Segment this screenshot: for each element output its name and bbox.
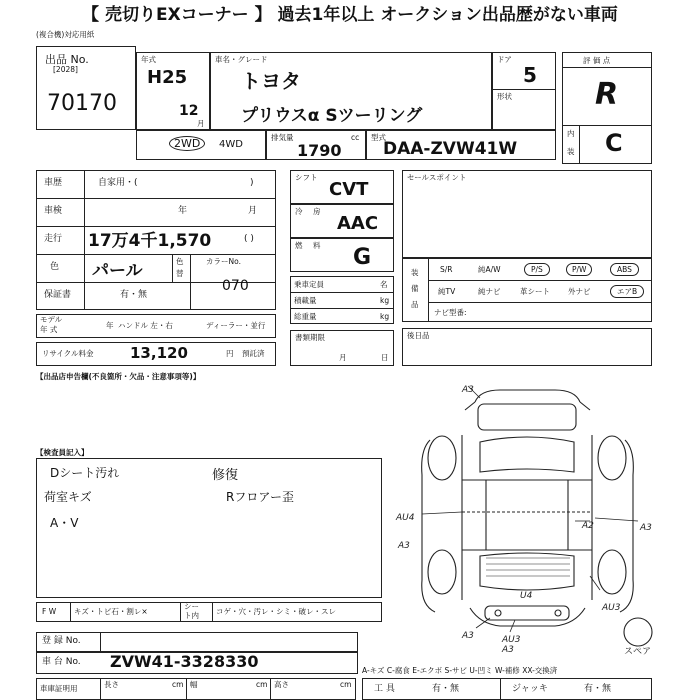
deadline-month-unit: 月 xyxy=(339,353,347,362)
inspector-note-4: 修復 xyxy=(212,468,239,483)
color-no-value: 070 xyxy=(222,278,249,294)
year-label: 年式 xyxy=(141,55,156,64)
interior-label-1: 内 xyxy=(567,129,575,138)
fuel-value: G xyxy=(353,245,372,270)
spare-label: スペア xyxy=(624,647,652,657)
capacity-label: 乗車定員 xyxy=(294,280,324,289)
door-value: 5 xyxy=(523,63,537,87)
displacement-value: 1790 xyxy=(297,141,342,160)
mileage-paren: ( ) xyxy=(244,234,254,244)
seller-notes-label: 【出品店申告欄(不良箇所・欠品・注意事項等)】 xyxy=(36,372,201,381)
sales-point-box xyxy=(402,170,652,258)
car-model: プリウスα Sツーリング xyxy=(241,106,423,126)
chassis-value: ZVW41-3328330 xyxy=(110,652,259,671)
grade-label: 評 価 点 xyxy=(583,56,611,65)
damage-legend: A-キズ C-腐食 E-エクボ S-サビ U-凹ミ W-補修 XX-交換済 xyxy=(362,666,558,675)
recycle-unit: 円 xyxy=(226,349,234,358)
equip-abs: ABS xyxy=(610,263,639,276)
fuel-box xyxy=(290,238,394,272)
deadline-label: 書類期限 xyxy=(295,333,325,342)
vehicle-cert-label: 車庫証明用 xyxy=(40,684,78,693)
displacement-unit: cc xyxy=(351,133,360,142)
car-make: トヨタ xyxy=(241,69,301,93)
car-label: 車名・グレード xyxy=(215,55,268,64)
paper-note: (複合機)対応用紙 xyxy=(36,30,95,39)
color-change-label-1: 色 xyxy=(176,257,184,266)
color-change-label-2: 替 xyxy=(176,269,184,278)
shift-box xyxy=(290,170,394,204)
equip-leather: 革シート xyxy=(520,287,550,296)
history-options: 自家用・( xyxy=(98,178,138,188)
seat-label-1: シー xyxy=(184,602,199,611)
drive-2wd-label: 2WD xyxy=(169,136,205,151)
mark-right-au3: AU3 xyxy=(602,603,621,613)
equip-ps: P/S xyxy=(524,263,550,276)
equip-ext-navi: 外ナビ xyxy=(568,287,591,296)
fuel-label-2: 料 xyxy=(313,241,321,250)
registration-label: 登 録 No. xyxy=(42,636,81,646)
dealer-options: ディーラー・並行 xyxy=(206,321,266,330)
door-label: ドア xyxy=(497,55,512,64)
load-unit: kg xyxy=(380,296,390,305)
equip-airbag: エアB xyxy=(610,285,644,298)
load-label: 積載量 xyxy=(294,296,317,305)
cert-length-unit: cm xyxy=(172,680,184,689)
later-date-box xyxy=(402,328,652,366)
interior-value: C xyxy=(605,129,623,157)
model-year-label-2: 年 式 xyxy=(40,325,58,334)
cert-length-label: 長さ xyxy=(104,680,119,689)
mark-bottom-a3: A3 xyxy=(462,631,474,641)
mileage-label: 走行 xyxy=(44,234,63,244)
aircon-value: AAC xyxy=(337,213,379,234)
grade-box xyxy=(562,52,652,164)
navi-model-label: ナビ型番: xyxy=(434,308,467,317)
tools-label: 工 具 xyxy=(374,684,395,694)
inspector-note-5: Rフロアー歪 xyxy=(226,490,294,504)
aircon-label-1: 冷 xyxy=(295,207,303,216)
inspector-note-2: 荷室キズ xyxy=(44,490,92,504)
car-box xyxy=(210,52,492,130)
inspector-note-1: Dシート汚れ xyxy=(50,466,120,480)
handle-options: ハンドル 左・右 xyxy=(118,321,173,330)
history-label: 車歴 xyxy=(44,178,63,188)
color-value: パール xyxy=(92,261,143,281)
year-month-unit: 月 xyxy=(197,119,205,128)
chassis-label: 車 台 No. xyxy=(42,657,81,667)
gross-weight-unit: kg xyxy=(380,312,390,321)
model-type-value: DAA-ZVW41W xyxy=(383,139,518,159)
later-date-label: 後日品 xyxy=(407,331,430,340)
lot-number: 70170 xyxy=(47,91,117,116)
recycle-value: 13,120 xyxy=(130,344,188,362)
aircon-box xyxy=(290,204,394,238)
equip-pw: P/W xyxy=(566,263,592,276)
seat-label-2: ト内 xyxy=(184,611,199,620)
cert-height-unit: cm xyxy=(340,680,352,689)
recycle-status: 預託済 xyxy=(242,349,265,358)
mark-top-a3: A3 xyxy=(462,385,474,395)
equip-pure-navi: 純ナビ xyxy=(478,287,501,296)
sales-point-label: セールスポイント xyxy=(407,173,467,182)
model-year-unit: 年 xyxy=(106,321,114,330)
color-label: 色 xyxy=(50,262,60,272)
lot-small-code: [2028] xyxy=(53,65,78,74)
cert-height-label: 高さ xyxy=(274,680,289,689)
history-close: ) xyxy=(250,178,254,188)
aircon-label-2: 房 xyxy=(313,207,321,216)
shift-value: CVT xyxy=(329,179,369,200)
mark-bottom-au3: AU3 xyxy=(502,635,521,645)
recycle-label: リサイクル料金 xyxy=(42,349,94,358)
mark-bottom-a3-2: A3 xyxy=(502,645,514,655)
year-era-value: H25 xyxy=(147,67,188,88)
deadline-day-unit: 日 xyxy=(381,353,389,362)
year-box xyxy=(136,52,210,130)
drive-4wd-option: 4WD xyxy=(219,139,243,150)
cert-width-unit: cm xyxy=(256,680,268,689)
gross-weight-label: 総重量 xyxy=(294,312,317,321)
inspector-note-3: A・V xyxy=(50,516,79,530)
shape-label: 形状 xyxy=(497,92,512,101)
mileage-value: 17万4千1,570 xyxy=(88,231,212,251)
seat-items: コゲ・穴・汚レ・シミ・破レ・スレ xyxy=(216,607,336,616)
fuel-label-1: 燃 xyxy=(295,241,303,250)
fw-label: F W xyxy=(42,607,57,616)
warranty-options: 有・無 xyxy=(120,290,148,300)
displacement-label: 排気量 xyxy=(271,133,294,142)
mark-left-au4: AU4 xyxy=(396,513,415,523)
equip-pure-tv: 純TV xyxy=(438,287,456,296)
equip-pure-aw: 純A/W xyxy=(478,265,501,274)
equipment-label-3: 品 xyxy=(411,300,419,309)
drive-box xyxy=(136,130,266,160)
jack-label: ジャッキ xyxy=(512,684,548,694)
equipment-label-1: 装 xyxy=(411,268,419,277)
fw-items: キズ・トビ石・割レ× xyxy=(74,607,148,616)
drive-2wd-option xyxy=(169,137,205,150)
warranty-label: 保証書 xyxy=(44,290,72,300)
registration-row xyxy=(36,632,358,652)
mark-left-a3: A3 xyxy=(398,541,410,551)
jack-options: 有・無 xyxy=(584,684,612,694)
model-year-label-1: モデル xyxy=(40,315,63,324)
shift-label: シフト xyxy=(295,173,318,182)
mark-right-a3: A3 xyxy=(640,523,652,533)
deadline-box xyxy=(290,330,394,366)
tools-options: 有・無 xyxy=(432,684,460,694)
interior-label-2: 装 xyxy=(567,147,575,156)
mark-rear-u4: U4 xyxy=(520,591,533,601)
color-no-label: カラーNo. xyxy=(206,257,241,266)
page-title: 【 売切りEXコーナー 】 過去1年以上 オークション出品歴がない車両 xyxy=(82,5,618,25)
equip-sr: S/R xyxy=(440,265,453,274)
lot-label: 出品 No. xyxy=(45,53,89,66)
inspection-year-unit: 年 xyxy=(178,206,188,216)
mark-right-a2: A2 xyxy=(582,521,594,531)
model-type-label: 型式 xyxy=(371,133,386,142)
door-box xyxy=(492,52,556,130)
car-damage-diagram xyxy=(390,380,690,660)
inspector-label: 【検査員記入】 xyxy=(36,448,89,457)
grade-value: R xyxy=(595,77,619,112)
capacity-unit: 名 xyxy=(380,280,388,289)
inspection-label: 車検 xyxy=(44,206,63,216)
equipment-label-2: 備 xyxy=(411,284,419,293)
displacement-box xyxy=(266,130,366,160)
year-month-value: 12 xyxy=(179,103,199,119)
model-type-box xyxy=(366,130,556,160)
cert-width-label: 幅 xyxy=(190,680,198,689)
inspection-month-unit: 月 xyxy=(248,206,258,216)
lot-box xyxy=(36,46,136,130)
